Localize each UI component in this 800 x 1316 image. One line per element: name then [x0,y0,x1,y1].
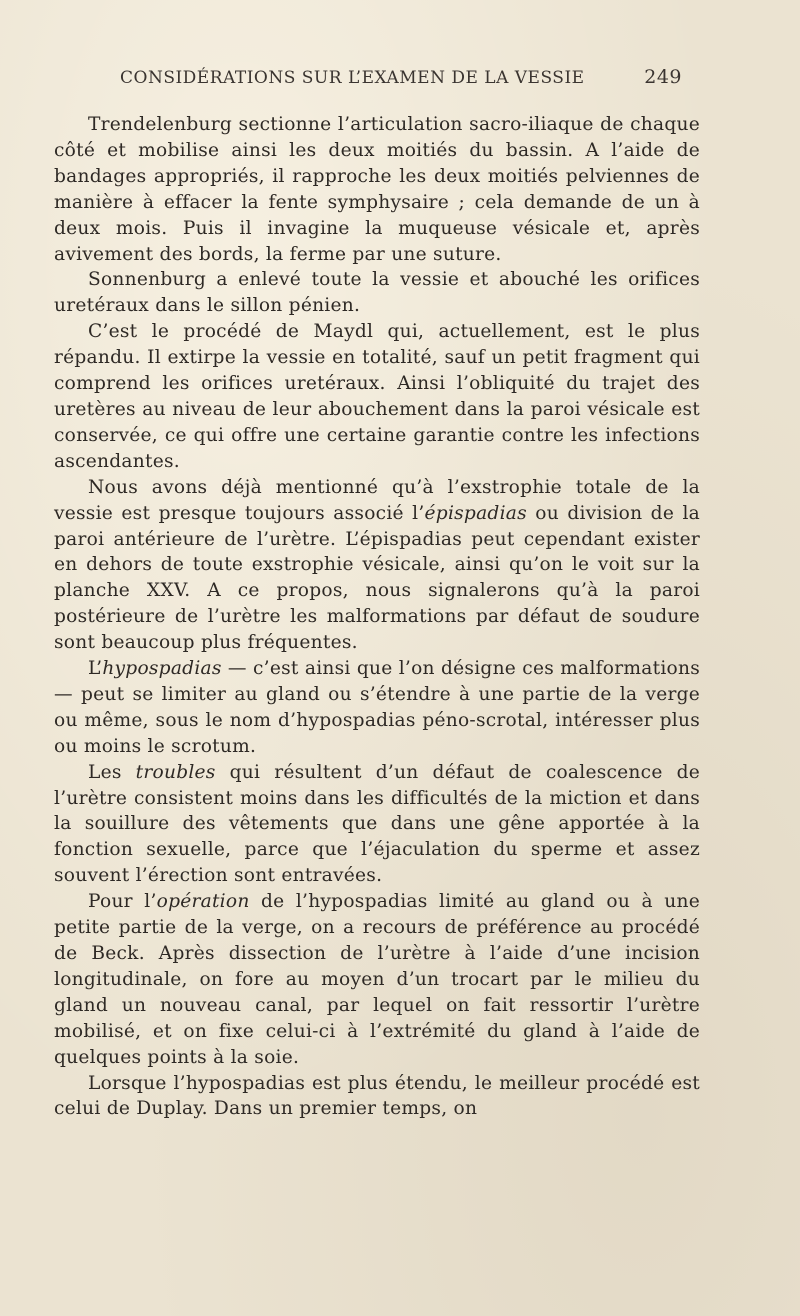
running-title: CONSIDÉRATIONS SUR L’EXAMEN DE LA VESSIE [120,68,585,88]
body-text [54,112,700,1122]
paragraph-sonnenburg [54,267,700,319]
paragraph-text: qui résultent d’un défaut de coalescence de l’urètre consistent moins dans les difficultés de la miction et dans la souillure des vêtements que dans une gêne apportée à la fonction sexuelle, parce que l’éjaculation du sperme et assez souvent l’érection sont entravées. [54,761,700,887]
paragraph-text: Lorsque l’hypospadias est plus étendu, le meilleur procédé est celui de Duplay. Dans un premier temps, on [54,1072,700,1120]
paragraph-text: Les [88,761,136,783]
paragraph-operation [54,889,700,1070]
running-head [120,62,682,92]
italic-term: opération [156,891,250,913]
paragraph-text: ou division de la paroi antérieure de l’urètre. L’épispadias peut cependant exister en dehors de toute exstrophie vésicale, ainsi qu’on le voit sur la planche XXV. A ce propos, nous signalerons qu’à la paroi postérieure de l’urètre les malformations par défaut de soudure sont beaucoup plus fréquentes. [54,502,700,654]
paragraph-text: L’ [88,658,103,680]
paragraph-text: — c’est ainsi que l’on désigne ces malformations — peut se limiter au gland ou s’étendre à une partie de la verge ou même, sous le nom d’hypospadias péno-scrotal, intéresser plus ou moins le scrotum. [54,658,700,757]
paragraph-duplay [54,1071,700,1123]
italic-term: hypospadias [102,658,222,680]
paragraph-text: C’est le procédé de Maydl qui, actuellement, est le plus répandu. Il extirpe la vessie en totalité, sauf un petit fragment qui comprend les orifices uretéraux. Ainsi l’obliquité du trajet des uretères au niveau de leur abouchement dans la paroi vésicale est conservée, ce qui offre une certaine garantie contre les infections ascendantes. [54,321,700,472]
paragraph-hypospadias [54,656,700,760]
paragraph-trendelenburg [54,112,700,267]
paragraph-text: Nous avons déjà mentionné qu’à l’exstrophie totale de la vessie est presque toujours associé l’ [54,476,700,524]
paragraph-epispadias [54,475,700,656]
paragraph-text: Trendelenburg sectionne l’articulation sacro-iliaque de chaque côté et mobilise ainsi les deux moitiés du bassin. A l’aide de bandages appropriés, il rapproche les deux moitiés pelviennes de manière à effacer la fente symphysaire ; cela demande de un à deux mois. Puis il invagine la muqueuse vésicale et, après avivement des bords, la ferme par une suture. [54,114,700,265]
paragraph-troubles [54,760,700,890]
paragraph-text: de l’hypospadias limité au gland ou à une petite partie de la verge, on a recours de préférence au procédé de Beck. Après dissection de l’urètre à l’aide d’une incision longitudinale, on fore au moyen d’un trocart par le milieu du gland un nouveau canal, par lequel on fait ressortir l’urètre mobilisé, et on fixe celui-ci à l’extrémité du gland à l’aide de quelques points à la soie. [54,891,700,1068]
paragraph-text: Pour l’ [88,891,157,913]
italic-term: épispadias [424,502,527,524]
page-number: 249 [644,66,682,88]
paragraph-maydl [54,319,700,474]
paragraph-text: Sonnenburg a enlevé toute la vessie et abouché les orifices uretéraux dans le sillon pénien. [54,269,700,317]
italic-term: troubles [135,761,216,783]
